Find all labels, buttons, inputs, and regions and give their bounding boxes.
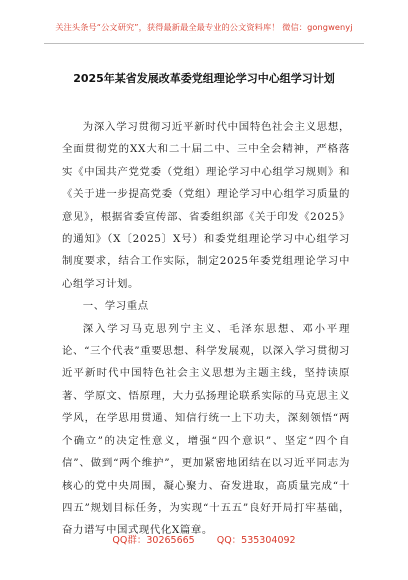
promo-header-text: 关注头条号“公文研究”，获得最新最全最专业的公文资料库！ 微信：gongwenyj (55, 22, 353, 32)
header-divider (44, 43, 364, 44)
document-body (62, 116, 350, 542)
footer-contact (0, 532, 408, 546)
section-heading-study-focus: 一、学习重点 (82, 300, 149, 313)
intro-paragraph: 为深入学习贯彻习近平新时代中国特色社会主义思想，全面贯彻党的XX大和二十届二中、三中全会精神，严格落实《中国共产党党委（党组）理论学习中心组学习规则》和《关于进一步提高党委（党组）理论学习中心组学习质量的意见》，根据省委宣传部、省委组织部《关于印发《2025》的通知》（X〔2025〕X号）和委党组理论学习中心组学习制度要求，结合工作实际，制定2025年委党组理论学习中心组学习计划。 (62, 121, 350, 290)
qq-group-text: QQ群：30265665 (112, 535, 195, 546)
document-title: 2025年某省发展改革委党组理论学习中心组学习计划 (73, 72, 335, 85)
study-focus-paragraph: 深入学习马克思列宁主义、毛泽东思想、邓小平理论、“三个代表”重要思想、科学发展观，以深入学习贯彻习近平新时代中国特色社会主义思想为主题主线，坚持读原著、学原文、悟原理，大力弘扬理论联系实际的马克思主义学风，在学思用贯通、知信行统一上下功夫，深刻领悟“两个确立”的决定性意义，增强“四个意识”、坚定“四个自信”、做到“两个维护”，更加紧密地团结在以习近平同志为核心的党中央周围，凝心聚力、奋发进取，高质量完成“十四五”规划目标任务，为实现“十五五”良好开局打牢基础，奋力谱写中国式现代化X篇章。 (62, 322, 350, 537)
qq-number-text: QQ：535304092 (216, 535, 296, 546)
